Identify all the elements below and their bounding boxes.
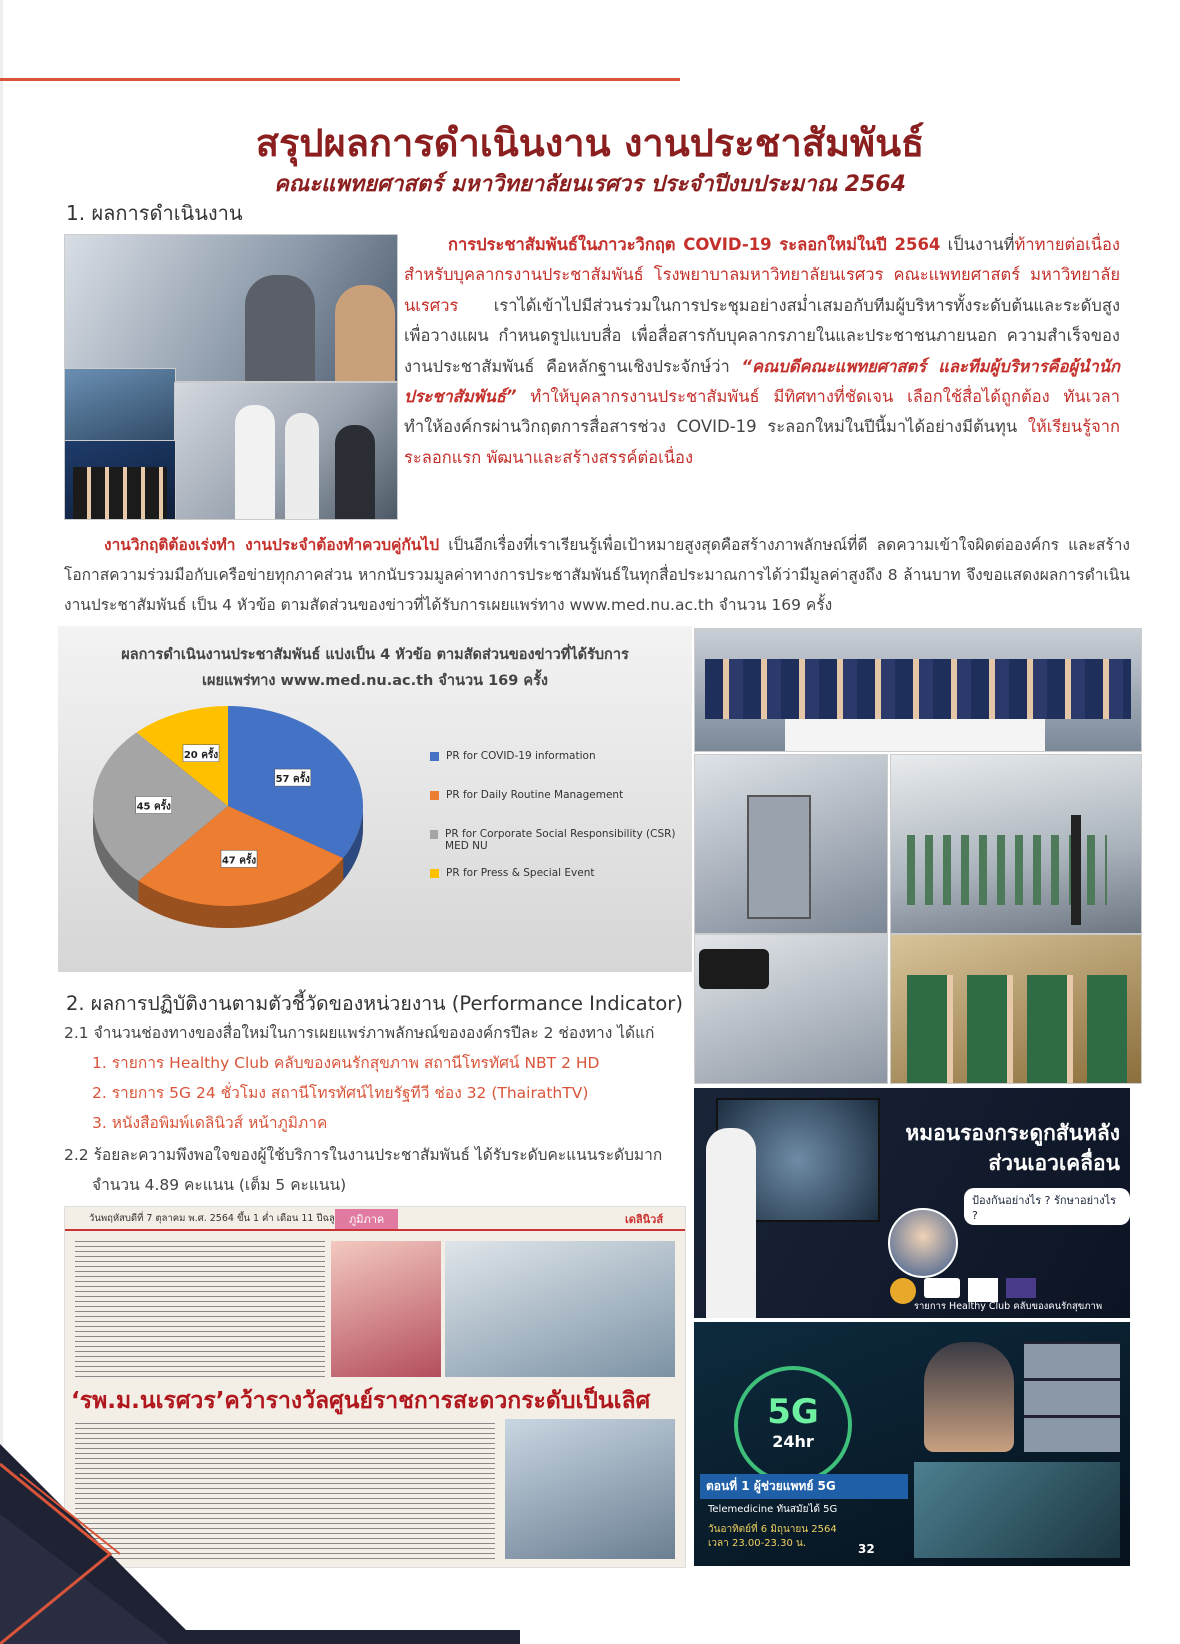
person-in-nu-alumni-shirt: [245, 275, 315, 381]
photo-equipment-handover: [694, 754, 888, 934]
poster-headline: [904, 1118, 1120, 1178]
channel-item-3: 3. หนังสือพิมพ์เดลินิวส์ หน้าภูมิภาค: [92, 1114, 328, 1132]
pie-data-label-3: [136, 797, 172, 814]
poster-headline-line2: ส่วนเอวเคลื่อน: [988, 1151, 1120, 1175]
newspaper-headline: ‘รพ.ม.นเรศวร’คว้ารางวัลศูนย์ราชการสะดวกระดับเป็นเลิศ: [71, 1388, 651, 1414]
newspaper-text-columns: [75, 1241, 325, 1377]
legend-swatch-4: [430, 869, 439, 878]
section1-heading: 1. ผลการดำเนินงาน: [66, 201, 243, 225]
svg-text:47 ครั้ง: 47 ครั้ง: [221, 855, 257, 867]
page-subtitle: คณะแพทยศาสตร์ มหาวิทยาลัยนเรศวร ประจำปีงบประมาณ 2564: [274, 172, 906, 197]
doctor-white-coat: [235, 405, 275, 519]
legend-swatch-2: [430, 791, 439, 800]
newspaper-masthead: [65, 1207, 685, 1231]
pie-data-label-1: [275, 769, 311, 786]
legend-swatch-3: [430, 830, 438, 839]
video-camera: [699, 949, 769, 989]
group-of-people: [705, 659, 1131, 719]
hospital-logo-icon: [924, 1278, 960, 1298]
newspaper-photo-nurse: [331, 1241, 441, 1377]
legend-item-4: [430, 867, 692, 906]
episode-subtitle: Telemedicine ทันสมัยได้ 5G: [708, 1504, 838, 1515]
bottom-bar: [170, 1630, 520, 1644]
collage-photo-top: [64, 234, 398, 382]
legend-swatch-1: [430, 752, 439, 761]
newspaper-date: วันพฤหัสบดีที่ 7 ตุลาคม พ.ศ. 2564 ขึ้น 1 ค่ำ เดือน 11 ปีฉลู: [89, 1213, 335, 1224]
page-title: สรุปผลการดำเนินงาน งานประชาสัมพันธ์: [255, 121, 925, 165]
pie-data-label-4: [183, 745, 219, 762]
intro-text-1: เป็นงานที่: [940, 235, 1015, 254]
newspaper-section: ภูมิภาค: [335, 1209, 398, 1229]
section2-heading: 2. ผลการปฏิบัติงานตามตัวชี้วัดของหน่วยงาน (Performance Indicator): [66, 992, 683, 1015]
5g-badge: [734, 1366, 852, 1484]
indicator-2-2: 2.2 ร้อยละความพึงพอใจของผู้ใช้บริการในงานประชาสัมพันธ์ ได้รับระดับคะแนนระดับมาก: [64, 1146, 663, 1164]
legend-item-1: [430, 750, 692, 789]
doctor-presenter: [706, 1128, 756, 1318]
svg-text:45 ครั้ง: 45 ครั้ง: [136, 801, 171, 813]
nbt-logo-icon: [1006, 1278, 1036, 1298]
collage-photo-bottom-left: [64, 440, 176, 520]
broadcast-time: เวลา 23.00-23.30 น.: [708, 1538, 807, 1549]
doctor-portrait-circle: [888, 1208, 958, 1278]
summary-body: เป็นอีกเรื่องที่เราเรียนรู้เพื่อเป้าหมายสูงสุดคือสร้างภาพลักษณ์ที่ดี ลดความเข้าใจผิดต่อองค์กร และสร้างโอกาสความร่วมมือกับเครือข่ายทุกภาคส่วน หากนับรวมมูลค่าทางการประชาสัมพันธ์ในทุกสื่อประมาณการได้ว่ามีมูลค่าสูงถึง 8 ล้านบาท จึงขอแสดงผลการดำเนินงานประชาสัมพันธ์ เป็น 4 หัวข้อ ตามสัดส่วนของข่าวที่ได้รับการเผยแพร่ทาง www.med.nu.ac.th จำนวน 169 ครั้ง: [64, 536, 1130, 614]
legend-item-3: [430, 828, 692, 867]
legend-label-2: PR for Daily Routine Management: [446, 789, 624, 801]
episode-banner: ตอนที่ 1 ผู้ช่วยแพทย์ 5G: [700, 1474, 908, 1499]
chart-title-line2: เผยแพร่ทาง www.med.nu.ac.th จำนวน 169 ครั้ง: [202, 673, 548, 689]
indicator-2-2-score: จำนวน 4.89 คะแนน (เต็ม 5 คะแนน): [92, 1176, 347, 1194]
vr-headset-person: [924, 1342, 1014, 1452]
intro-red-3: ให้เรียนรู้จากระลอกแรก พัฒนาและสร้างสรรค์ต่อเนื่อง: [404, 417, 1120, 467]
decorative-corner: [0, 1444, 520, 1644]
intro-text-3: ทำให้องค์กรผ่านวิกฤตการสื่อสารช่วง COVID-19 ระลอกใหม่ในปีนี้มาได้อย่างมีต้นทุน: [404, 417, 1028, 437]
people-green-shirts: [907, 975, 1127, 1083]
summary-lead: งานวิกฤติต้องเร่งทำ งานประจำต้องทำควบคู่กันไป: [104, 536, 440, 554]
photo-vaccination-hall: [890, 754, 1142, 934]
poster-footer: [890, 1302, 1126, 1312]
page-left-border: [0, 0, 3, 1644]
pie-chart-panel: [58, 626, 692, 972]
indicator-2-1: 2.1 จำนวนช่องทางของสื่อใหม่ในการเผยแพร่ภาพลักษณ์ขององค์กรปีละ 2 ช่องทาง ได้แก่: [64, 1024, 655, 1042]
intro-red-2: ทำให้บุคลากรงานประชาสัมพันธ์ มีทิศทางที่ชัดเจน เลือกใช้สื่อได้ถูกต้อง ทันเวลา: [516, 387, 1120, 407]
summary-paragraph: [64, 530, 1130, 620]
photo-award-ceremony: [890, 934, 1142, 1084]
collage-photo-bottom-right: [174, 382, 398, 520]
doctor-white-coat-2: [285, 413, 319, 519]
legend-item-2: [430, 789, 692, 828]
chart-title-line1: ผลการดำเนินงานประชาสัมพันธ์ แบ่งเป็น 4 หัวข้อ ตามสัดส่วนของข่าวที่ได้รับการ: [121, 647, 629, 663]
newspaper-photo-hallway: [445, 1241, 675, 1377]
top-accent-line: [0, 78, 680, 81]
pie-chart: [78, 686, 398, 966]
svg-text:20 ครั้ง: 20 ครั้ง: [183, 749, 219, 761]
5g-badge-text: 5G: [767, 1392, 819, 1432]
group-of-staff: [73, 467, 167, 519]
pie-data-label-2: [221, 850, 257, 867]
woman-in-black: [335, 425, 375, 519]
meeting-table: [785, 719, 1045, 751]
video-call-grid: [1024, 1342, 1120, 1452]
legend-label-4: PR for Press & Special Event: [446, 867, 595, 879]
photo-tv-interview: [694, 934, 888, 1084]
5g-badge-sub: 24hr: [772, 1432, 814, 1451]
tv-poster-healthy-club: [694, 1088, 1130, 1318]
channel-number: 32: [858, 1542, 875, 1556]
poster-footer-line1: รายการ Healthy Club คลับของคนรักสุขภาพ: [913, 1301, 1103, 1312]
tv-poster-5g: [694, 1322, 1130, 1566]
university-logo-icon: [890, 1278, 916, 1304]
legend-label-1: PR for COVID-19 information: [446, 750, 596, 762]
healthy-club-logo-icon: [968, 1278, 998, 1302]
intro-quote: “คณบดีคณะแพทยศาสตร์ และทีมผู้บริหารคือผู้นำนักประชาสัมพันธ์”: [404, 356, 1120, 407]
broadcast-date: วันอาทิตย์ที่ 6 มิถุนายน 2564: [708, 1524, 837, 1535]
legend-label-3: PR for Corporate Social Responsibility (CSR) MED NU: [445, 828, 676, 852]
svg-text:57 ครั้ง: 57 ครั้ง: [275, 774, 310, 786]
intro-paragraph: [404, 230, 1120, 473]
collage-photo-middle: [64, 368, 176, 442]
newspaper-brand: เดลินิวส์: [625, 1213, 664, 1226]
intro-red-1: ท้าทายต่อเนื่องสำหรับบุคลากรงานประชาสัมพันธ์ โรงพยาบาลมหาวิทยาลัยนเรศวร คณะแพทยศาสตร์ มหาวิทยาลัยนเรศวร: [404, 235, 1120, 315]
person-in-mask: [335, 285, 395, 381]
newspaper-photo-building: [505, 1419, 675, 1559]
poster-question-pill: ป้องกันอย่างไร ? รักษาอย่างไร ?: [964, 1188, 1130, 1225]
intro-lead: การประชาสัมพันธ์ในภาวะวิกฤต COVID-19 ระลอกใหม่ในปี 2564: [448, 235, 941, 254]
intro-text-2: เราได้เข้าไปมีส่วนร่วมในการประชุมอย่างสม่ำเสมอกับทีมผู้บริหารทั้งระดับต้นและระดับสูง เพื่อวางแผน กำหนดรูปแบบสื่อ เพื่อสื่อสารกับบุคลากรภายในและประชาชนภายนอก ความสำเร็จของงานประชาสัมพันธ์ คือหลักฐานเชิงประจักษ์ว่า: [404, 295, 1120, 376]
channel-item-2: 2. รายการ 5G 24 ชั่วโมง สถานีโทรทัศน์ไทยรัฐทีวี ช่อง 32 (ThairathTV): [92, 1084, 589, 1102]
camera-tripod: [1071, 815, 1081, 925]
surgery-photo: [914, 1462, 1120, 1558]
chart-legend: [430, 750, 692, 906]
poster-headline-line1: หมอนรองกระดูกสันหลัง: [905, 1121, 1120, 1145]
medical-cart: [747, 795, 811, 919]
group-photo-thumbs-up: [694, 628, 1142, 752]
channel-item-1: 1. รายการ Healthy Club คลับของคนรักสุขภาพ สถานีโทรทัศน์ NBT 2 HD: [92, 1054, 600, 1072]
